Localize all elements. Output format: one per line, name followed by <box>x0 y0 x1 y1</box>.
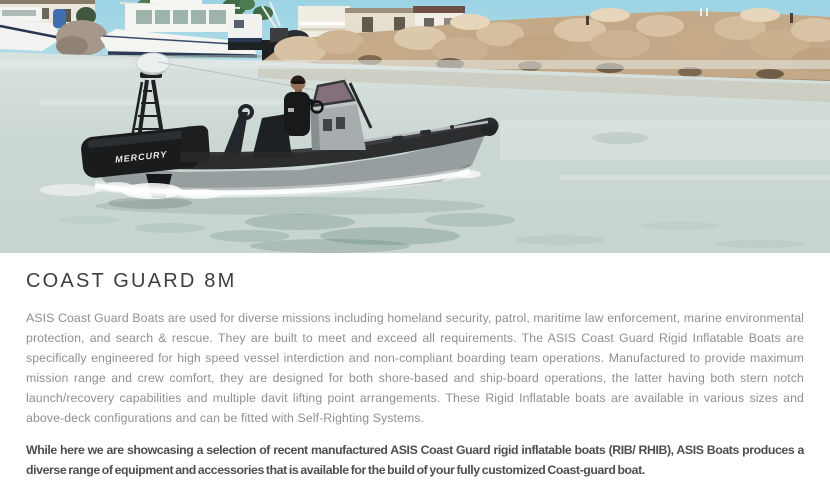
product-description-section <box>0 270 830 480</box>
distant-person <box>790 13 793 23</box>
distant-person <box>586 16 589 25</box>
moored-yachts <box>0 0 280 58</box>
sunglasses <box>292 81 304 84</box>
engine-brand-label: MERCURY <box>114 149 168 165</box>
showcase-paragraph: While here we are showcasing a selection of recent manufactured ASIS Coast Guard rigid inflatable boats (RIB/ RHIB), ASIS Boats produces a diverse range of equipment and accessories that is available for the build of your fully customized Coast-guard boat. <box>26 443 804 477</box>
description-paragraph: ASIS Coast Guard Boats are used for diverse missions including homeland security, patrol, maritime law enforcement, marine environmental protection, and search & rescue. They are built to meet and exceed all requirements. The ASIS Coast Guard Rigid Inflatable Boats are specifically engineered for high speed vessel interdiction and non-compliant boarding team operations. Manufactured to provide maximum mission range and crew comfort, they are designed for both shore-based and ship-board operations, the latter having both stern notch launch/recovery capabilities and multiple davit lifting point arrangements. These Rigid Inflatable boats are available in various sizes and above-deck configurations and can be fitted with Self-Righting Systems. <box>26 311 804 425</box>
page-title: COAST GUARD 8M <box>26 270 237 292</box>
